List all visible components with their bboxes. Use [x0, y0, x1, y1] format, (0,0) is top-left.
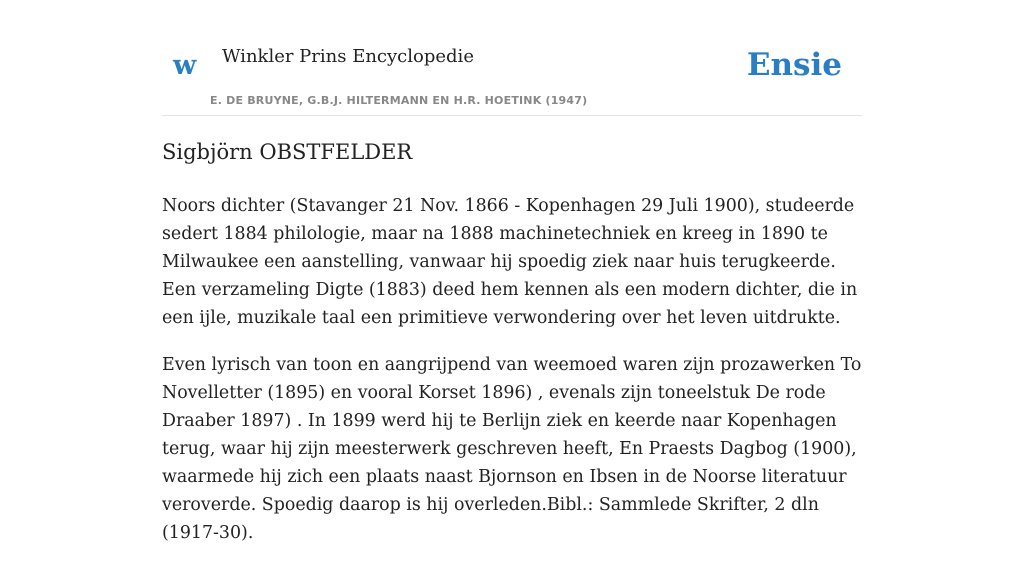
article-body [162, 192, 862, 566]
source-authors: E. DE BRUYNE, G.B.J. HILTERMANN EN H.R. HOETINK (1947) [210, 94, 588, 107]
article-paragraph: Even lyrisch van toon en aangrijpend van weemoed waren zijn prozawerken To Novelletter (1895) en vooral Korset 1896) , evenals zijn toneelstuk De rode Draaber 1897) . In 1899 werd hij te Berlijn ziek en keerde naar Kopenhagen terug, waar hij zijn meesterwerk geschreven heeft, En Praests Dagbog (1900), waarmede hij zich een plaats naast Bjornson en Ibsen in de Noorse literatuur veroverde. Spoedig daarop is hij overleden.Bibl.: Sammlede Skrifter, 2 dln (1917-30). [162, 355, 862, 543]
winkler-prins-logo[interactable]: w [173, 50, 197, 81]
source-title[interactable]: Winkler Prins Encyclopedie [222, 46, 474, 67]
ensie-logo[interactable]: Ensie [746, 47, 842, 83]
source-header [162, 40, 862, 116]
article-paragraph: Noors dichter (Stavanger 21 Nov. 1866 - Kopenhagen 29 Juli 1900), studeerde sedert 1884 philologie, maar na 1888 machinetechniek en kreeg in 1890 te Milwaukee een aanstelling, vanwaar hij spoedig ziek naar huis terugkeerde. Een verzameling Digte (1883) deed hem kennen als een modern dichter, die in een ijle, muzikale taal een primitieve verwondering over het leven uitdrukte. [162, 196, 858, 328]
article-title: Sigbjörn OBSTFELDER [162, 140, 413, 164]
